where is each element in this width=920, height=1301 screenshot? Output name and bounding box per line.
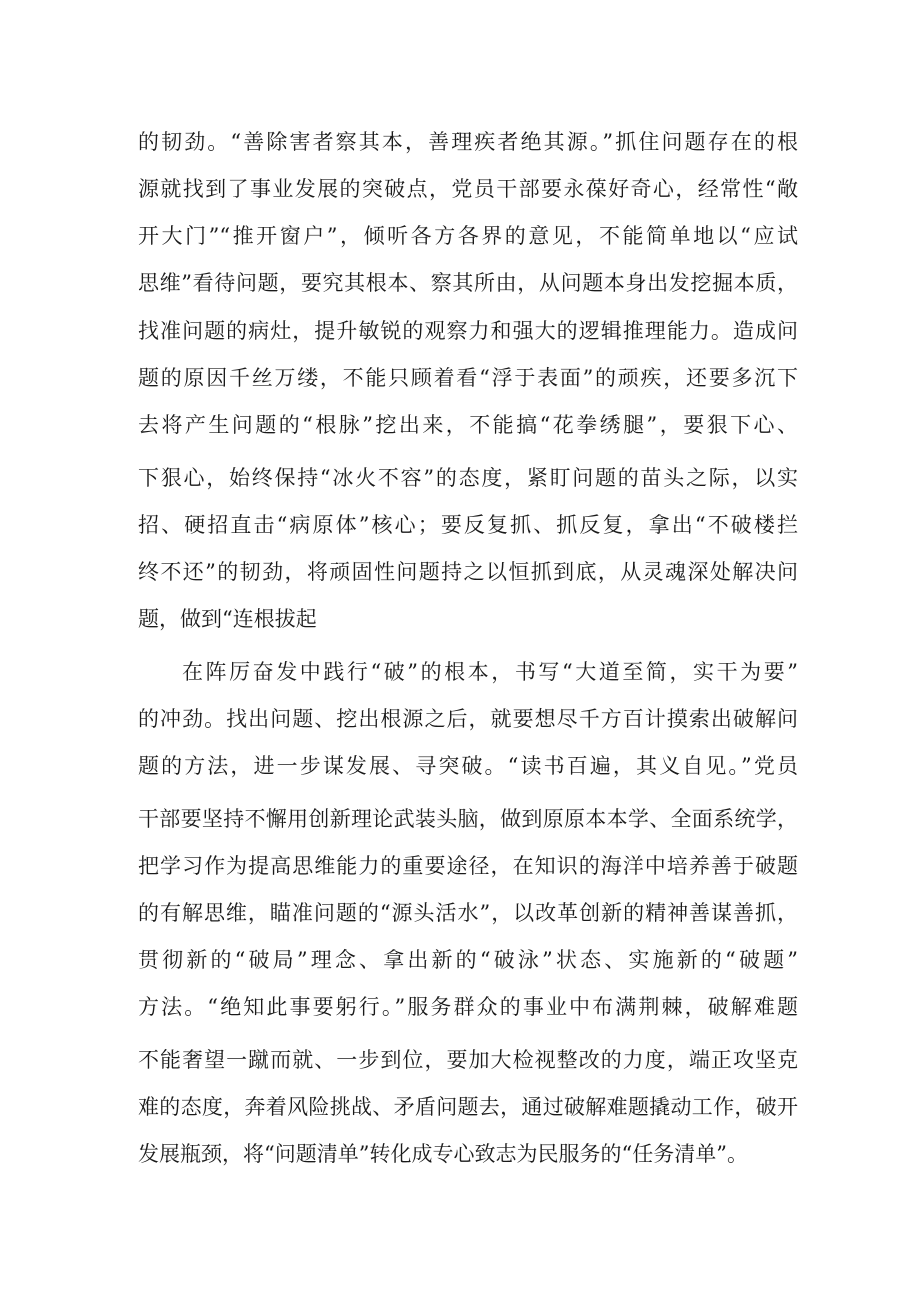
text-line: 源就找到了事业发展的突破点，党员干部要永葆好奇心，经常性“敞 <box>138 177 798 201</box>
text-line: 下狠心，始终保持“冰火不容”的态度，紧盯问题的苗头之际，以实 <box>138 466 798 490</box>
text-line: 方法。“绝知此事要躬行。”服务群众的事业中布满荆棘，破解难题 <box>138 995 798 1019</box>
text-line: 发展瓶颈，将“问题清单”转化成专心致志为民服务的“任务清单”。 <box>138 1142 748 1166</box>
text-line: 题的方法，进一步谋发展、寻突破。“读书百遍，其义自见。”党员 <box>138 754 798 778</box>
text-line: 找准问题的病灶，提升敏锐的观察力和强大的逻辑推理能力。造成问 <box>138 319 798 343</box>
text-line: 在阵厉奋发中践行“破”的根本，书写“大道至简，实干为要” <box>182 660 798 684</box>
text-line: 的有解思维，瞄准问题的“源头活水”，以改革创新的精神善谋善抓， <box>138 901 798 925</box>
text-line: 干部要坚持不懈用创新理论武装头脑，做到原原本本学、全面系统学， <box>138 807 798 831</box>
text-line: 难的态度，奔着风险挑战、矛盾问题去，通过破解难题撬动工作，破开 <box>138 1095 798 1119</box>
text-line: 题的原因千丝万缕，不能只顾着看“浮于表面”的顽疾，还要多沉下 <box>138 366 798 390</box>
text-line: 把学习作为提高思维能力的重要途径，在知识的海洋中培养善于破题 <box>138 854 798 878</box>
text-line: 思维”看待问题，要究其根本、察其所由，从问题本身出发挖掘本质， <box>138 271 798 295</box>
text-line: 的韧劲。“善除害者察其本，善理疾者绝其源。”抓住问题存在的根 <box>138 130 798 154</box>
text-line: 的冲劲。找出问题、挖出根源之后，就要想尽千方百计摸索出破解问 <box>138 707 798 731</box>
text-line: 开大门”“推开窗户”，倾听各方各界的意见，不能简单地以“应试 <box>138 224 798 248</box>
text-line: 贯彻新的“破局”理念、拿出新的“破泳”状态、实施新的“破题” <box>138 948 798 972</box>
text-line: 招、硬招直击“病原体”核心；要反复抓、抓反复，拿出“不破楼拦 <box>138 513 798 537</box>
text-line: 题，做到“连根拔起 <box>138 607 317 631</box>
text-line: 去将产生问题的“根脉”挖出来，不能搞“花拳绣腿”，要狠下心、 <box>138 413 798 437</box>
text-line: 终不还”的韧劲，将顽固性问题持之以恒抓到底，从灵魂深处解决问 <box>138 560 798 584</box>
text-line: 不能奢望一蹴而就、一步到位，要加大检视整改的力度，端正攻坚克 <box>138 1048 798 1072</box>
